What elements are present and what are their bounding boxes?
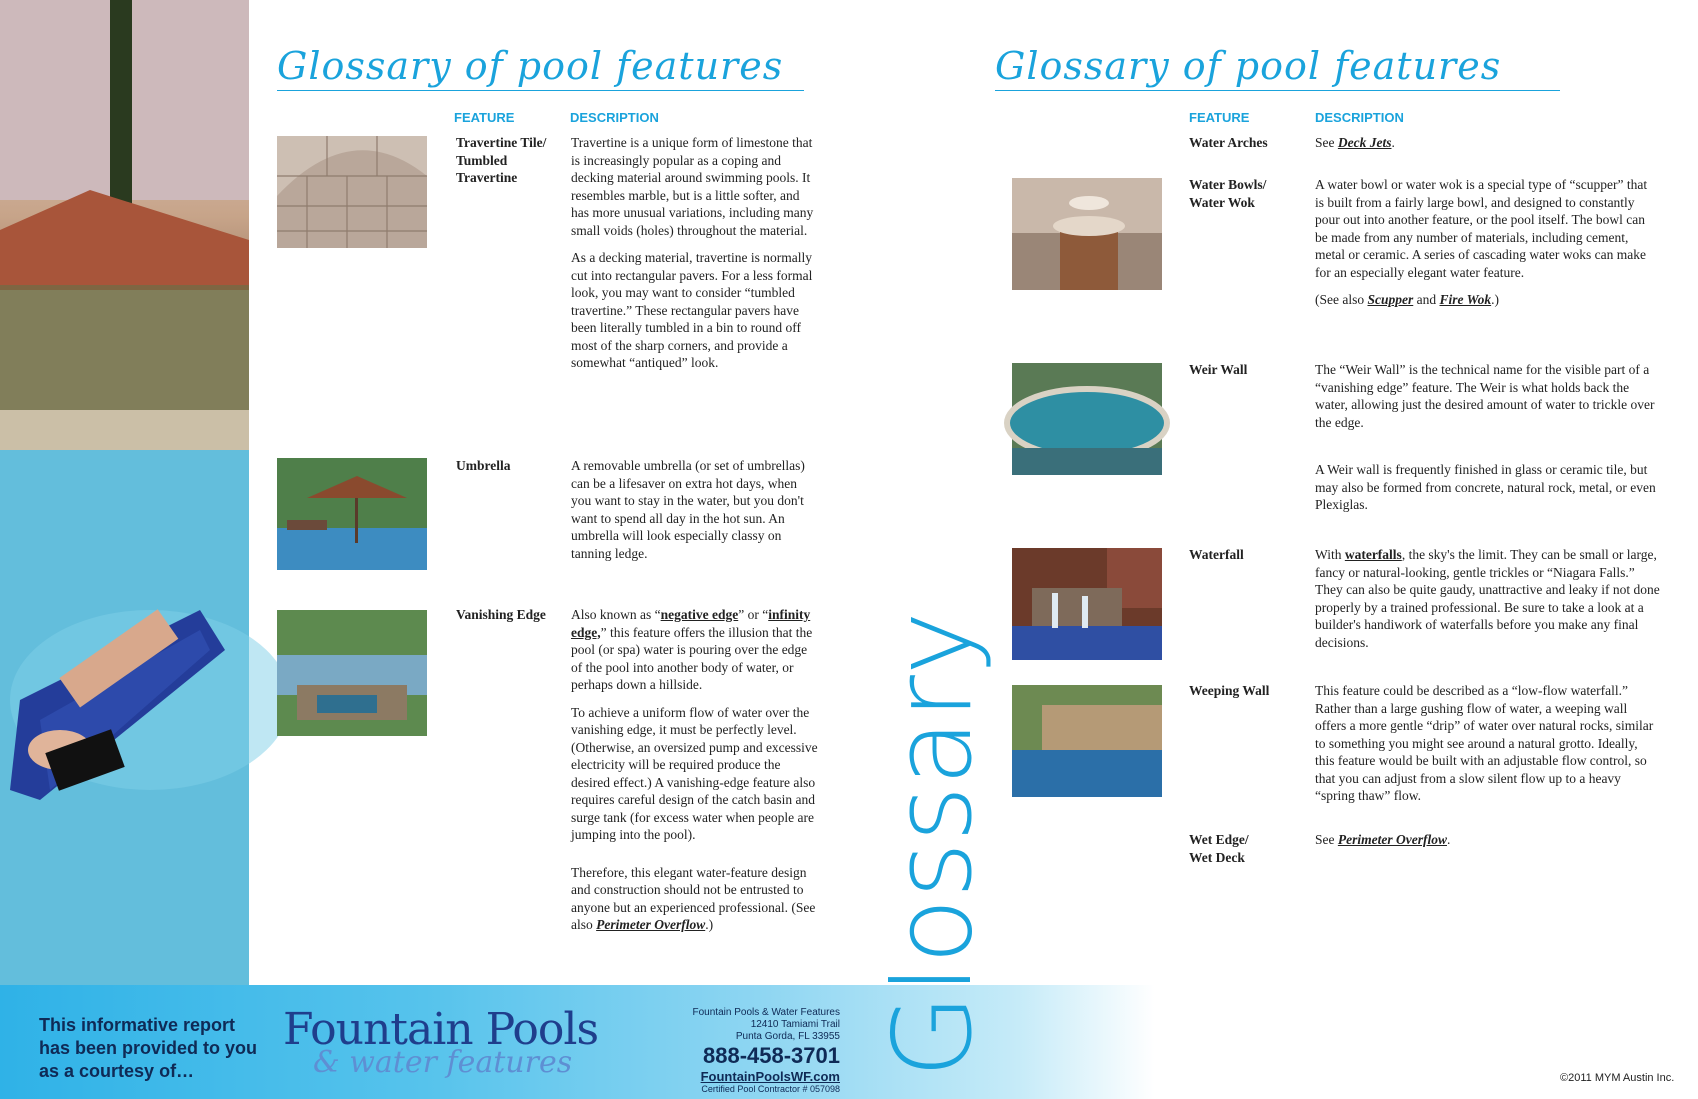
waterfall-thumbnail xyxy=(1012,548,1162,660)
company-name: Fountain Pools & Water Features xyxy=(692,1007,840,1018)
description-water-bowls: A water bowl or water wok is a special type of “scupper” that is built from a fairly large bowl, and designed to constantly pour out into another feature, or the pool itself. The bowl can be made from any number of materials, including cement, metal or ceramic. A series of cascading water woks can make for an especially elegant water feature. (See also Scupper and Fire Wok.) xyxy=(1315,177,1648,307)
description-umbrella: A removable umbrella (or set of umbrellas) can be a lifesaver on extra hot days, when you want to stay in the water, but you don't want to spend all day in the hot sun. An umbrella will look especially classy on tanning ledge. xyxy=(571,458,805,561)
description-water-arches: See Deck Jets. xyxy=(1315,135,1395,150)
feature-wet-edge: Wet Edge/ Wet Deck xyxy=(1189,832,1249,865)
company-logo: Fountain Pools & water features xyxy=(283,1004,599,1080)
contact-block xyxy=(600,1007,840,1094)
link-perimeter-overflow-left[interactable]: Perimeter Overflow xyxy=(596,917,706,932)
vanishing-edge-thumbnail xyxy=(277,610,427,736)
feature-waterfall: Waterfall xyxy=(1189,547,1244,562)
link-fire-wok[interactable]: Fire Wok xyxy=(1439,292,1492,307)
website-link[interactable]: FountainPoolsWF.com xyxy=(700,1069,840,1084)
left-title-rule xyxy=(277,90,804,91)
link-scupper[interactable]: Scupper xyxy=(1367,292,1414,307)
description-weir-wall: The “Weir Wall” is the technical name for the visible part of a “vanishing edge” feature. The Weir is what holds back the water, allowing just the desired amount of water to trickle over the edge. A Weir wall is frequently finished in glass or ceramic tile, but may also be formed from concrete, natural rock, metal, or even Plexiglas. xyxy=(1315,362,1656,512)
link-perimeter-overflow-right[interactable]: Perimeter Overflow xyxy=(1337,832,1447,847)
street-address: 12410 Tamiami Trail xyxy=(750,1019,840,1030)
courtesy-text: This informative report has been provided to you as a courtesy of… xyxy=(39,1015,258,1081)
travertine-thumbnail xyxy=(277,136,427,248)
license-number: Certified Pool Contractor # 057098 xyxy=(701,1084,840,1094)
phone-number[interactable]: 888-458-3701 xyxy=(702,1043,840,1068)
description-travertine: Travertine is a unique form of limestone that is increasingly popular as a coping and decking material around swimming pools. It resembles marble, but is a little softer, and has more unusual variations, including many small voids (holes) throughout the material. As a decking material, travertine is normally cut into rectangular pavers. For a less formal look, you may want to consider “tumbled travertine.” These rectangular pavers have been literally tumbled in a bin to round off most of the sharp corners, and provide a somewhat “antiqued” look. xyxy=(571,135,814,370)
feature-weir-wall: Weir Wall xyxy=(1189,362,1248,377)
water-bowl-thumbnail xyxy=(1012,178,1162,290)
weir-wall-thumbnail xyxy=(1012,363,1162,475)
link-deck-jets[interactable]: Deck Jets xyxy=(1337,135,1392,150)
right-title-rule xyxy=(995,90,1560,91)
link-negative-edge[interactable]: negative edge xyxy=(660,607,739,622)
feature-water-arches: Water Arches xyxy=(1189,135,1268,150)
left-col-description-header: DESCRIPTION xyxy=(570,110,659,125)
umbrella-thumbnail xyxy=(277,458,427,570)
feature-travertine: Travertine Tile/ Tumbled Travertine xyxy=(456,135,547,185)
right-col-description-header: DESCRIPTION xyxy=(1315,110,1404,125)
city-address: Punta Gorda, FL 33955 xyxy=(735,1031,840,1042)
description-weeping-wall: This feature could be described as a “low-flow waterfall.” Rather than a large gushing flow of water, a weeping wall offers a more gentle “drip” of water over natural rocks, similar to something you might see around a natural grotto. Ideally, this feature would be built with an adjustable flow control, so that you can adjust from a slow silent flow up to a heavy “spring thaw” flow. xyxy=(1315,683,1654,803)
description-wet-edge: See Perimeter Overflow. xyxy=(1315,832,1451,847)
copyright: ©2011 MYM Austin Inc. xyxy=(1560,1072,1675,1084)
link-infinity-edge[interactable]: infinity edge, xyxy=(571,607,811,640)
right-page-title: Glossary of pool features xyxy=(995,44,1502,88)
left-page-title: Glossary of pool features xyxy=(277,44,784,88)
feature-water-bowls: Water Bowls/ Water Wok xyxy=(1189,177,1267,210)
left-col-feature-header: FEATURE xyxy=(454,110,515,125)
pool-lounger-photo xyxy=(0,0,249,985)
feature-umbrella: Umbrella xyxy=(456,458,511,473)
side-label-text: Glossary xyxy=(871,611,996,1078)
link-waterfalls[interactable]: waterfalls xyxy=(1344,547,1402,562)
feature-weeping-wall: Weeping Wall xyxy=(1189,683,1270,698)
description-vanishing-edge: Also known as “negative edge” or “infinity edge,” this feature offers the illusion that the pool (or spa) water is pouring over the edge of the pool into another body of water, or perhaps down a hillside. To achieve a uniform flow of water over the vanishing edge, it must be perfectly level. (Otherwise, an oversized pump and excessive electricity will be required produce the desired effect.) A vanishing-edge feature also requires careful design of the catch basin and surge tank (for excess water when people are jumping into the pool). Therefore, this elegant water-feature design and construction should not be entrusted to anyone but an experienced professional. (See also Perimeter Overflow.) xyxy=(571,607,818,932)
weeping-wall-thumbnail xyxy=(1012,685,1162,797)
description-waterfall: With waterfalls, the sky's the limit. They can be small or large, fancy or natural-looking, gentle trickles or “Niagara Falls.” They can also be quite gaudy, unattractive and leaky if not done properly by a trained professional. Be sure to take a look at a builder's handiwork of waterfalls before you make any final decisions. xyxy=(1315,547,1660,650)
right-col-feature-header: FEATURE xyxy=(1189,110,1250,125)
feature-vanishing-edge: Vanishing Edge xyxy=(456,607,546,622)
side-label xyxy=(871,611,996,1080)
